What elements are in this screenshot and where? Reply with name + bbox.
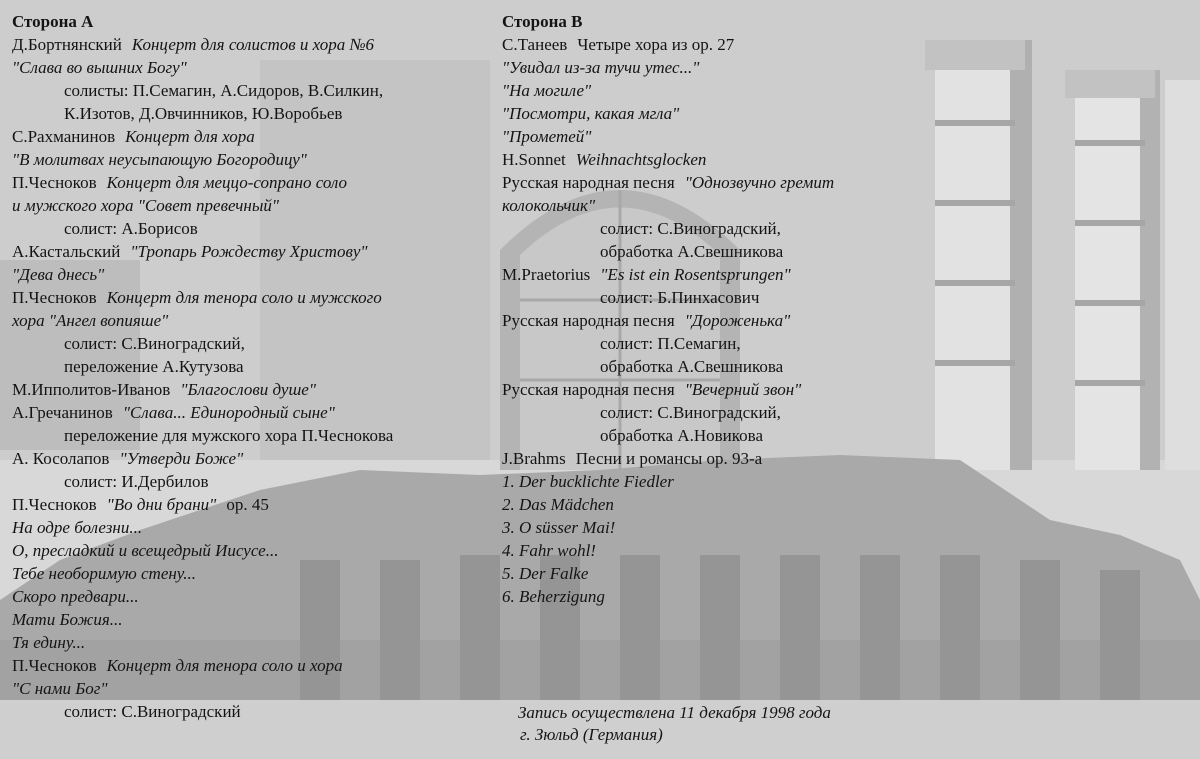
track-line — [12, 608, 490, 631]
track-credit: Русская народная песня — [502, 380, 675, 399]
track-line — [12, 33, 490, 56]
track-line — [12, 125, 490, 148]
track-line — [12, 355, 490, 378]
track-credit: А.Гречанинов — [12, 403, 113, 422]
track-line — [12, 148, 490, 171]
track-credit: солист: П.Семагин, — [600, 334, 741, 353]
track-credit: П.Чесноков — [12, 173, 97, 192]
track-line — [12, 309, 490, 332]
track-line — [502, 125, 1192, 148]
track-title: "Es ist ein Rosentsprungen" — [600, 265, 791, 284]
track-title: Концерт для тенора соло и хора — [106, 656, 343, 675]
track-title: Weihnachtsglocken — [575, 150, 707, 169]
track-title: Скоро предвари... — [12, 587, 139, 606]
track-title: О, пресладкий и всещедрый Иисусе... — [12, 541, 279, 560]
track-line — [12, 332, 490, 355]
track-credit: солист: С.Виноградский, — [600, 219, 781, 238]
track-title: "Прометей" — [502, 127, 592, 146]
track-line — [502, 562, 1192, 585]
track-line — [12, 562, 490, 585]
track-line — [12, 56, 490, 79]
track-credit: солисты: П.Семагин, А.Сидоров, В.Силкин, — [64, 81, 384, 100]
track-line — [502, 171, 1192, 194]
track-line — [12, 286, 490, 309]
track-credit: П.Чесноков — [12, 656, 97, 675]
track-line — [502, 148, 1192, 171]
track-line — [12, 677, 490, 700]
track-line — [12, 585, 490, 608]
track-title: "Слава... Единородный сыне" — [122, 403, 335, 422]
track-credit: ор. 45 — [226, 495, 269, 514]
side-heading: Сторона А — [12, 12, 94, 31]
track-line — [12, 263, 490, 286]
track-credit: С.Танеев — [502, 35, 568, 54]
track-credit: Песни и романсы ор. 93-а — [575, 449, 763, 468]
track-line — [502, 493, 1192, 516]
track-line — [502, 102, 1192, 125]
track-title: "Увидал из-за тучи утес..." — [502, 58, 700, 77]
track-credit: переложение для мужского хора П.Чеснокова — [64, 426, 394, 445]
track-line — [502, 539, 1192, 562]
track-title: "Посмотри, какая мгла" — [502, 104, 680, 123]
track-title: Концерт для хора — [125, 127, 255, 146]
track-title: Мати Божия... — [12, 610, 123, 629]
track-line — [12, 171, 490, 194]
track-line — [502, 585, 1192, 608]
track-line — [502, 332, 1192, 355]
track-credit: С.Рахманинов — [12, 127, 116, 146]
track-line — [12, 102, 490, 125]
side-heading: Сторона В — [502, 12, 583, 31]
track-line — [502, 355, 1192, 378]
track-credit: солист: И.Дербилов — [64, 472, 209, 491]
track-title: "Утверди Боже" — [119, 449, 244, 468]
track-line — [502, 263, 1192, 286]
track-title: "В молитвах неусыпающую Богородицу" — [12, 150, 307, 169]
track-credit: обработка А.Новикова — [600, 426, 764, 445]
track-title: Концерт для солистов и хора №6 — [131, 35, 375, 54]
track-credit: переложение А.Кутузова — [64, 357, 244, 376]
track-line — [12, 447, 490, 470]
track-credit: Четыре хора из ор. 27 — [577, 35, 735, 54]
track-line — [12, 378, 490, 401]
track-title: Тя едину... — [12, 633, 86, 652]
track-credit: П.Чесноков — [12, 288, 97, 307]
track-title: 2. Das Mädchen — [502, 495, 614, 514]
track-line — [12, 654, 490, 677]
track-credit: Д.Бортнянский — [12, 35, 122, 54]
track-line — [12, 240, 490, 263]
track-title: "Однозвучно гремит — [684, 173, 835, 192]
track-title: 4. Fahr wohl! — [502, 541, 596, 560]
track-credit: М.Ипполитов-Иванов — [12, 380, 171, 399]
track-credit: J.Brahms — [502, 449, 566, 468]
track-line — [12, 700, 490, 723]
track-line — [12, 424, 490, 447]
track-title: Концерт для тенора соло и мужского — [106, 288, 382, 307]
track-line — [502, 378, 1192, 401]
track-line — [12, 493, 490, 516]
track-title: хора "Ангел вопияше" — [12, 311, 169, 330]
track-title: На одре болезни... — [12, 518, 143, 537]
track-credit: солист: С.Виноградский — [64, 702, 241, 721]
track-line — [12, 79, 490, 102]
track-title: 3. O süsser Mai! — [502, 518, 616, 537]
side-a-track-list — [12, 10, 490, 723]
track-line — [502, 79, 1192, 102]
track-title: "Дороженька" — [684, 311, 791, 330]
track-line — [502, 447, 1192, 470]
track-title: "С нами Бог" — [12, 679, 108, 698]
track-line — [502, 240, 1192, 263]
track-line — [502, 424, 1192, 447]
recording-date: Запись осуществлена 11 декабря 1998 года — [518, 703, 831, 722]
track-title: "Вечерний звон" — [684, 380, 802, 399]
track-credit: А. Косолапов — [12, 449, 110, 468]
track-title: колокольчик" — [502, 196, 596, 215]
track-title: "На могиле" — [502, 81, 592, 100]
track-credit: солист: С.Виноградский, — [64, 334, 245, 353]
track-line — [12, 401, 490, 424]
track-line — [502, 309, 1192, 332]
track-credit: солист: А.Борисов — [64, 219, 198, 238]
recording-location: г. Зюльд (Германия) — [520, 725, 663, 744]
track-credit: П.Чесноков — [12, 495, 97, 514]
track-line — [12, 217, 490, 240]
track-credit: обработка А.Свешникова — [600, 242, 784, 261]
track-credit: Русская народная песня — [502, 311, 675, 330]
track-line — [502, 286, 1192, 309]
recording-note — [518, 702, 938, 746]
track-title: "Благослови душе" — [180, 380, 316, 399]
track-credit: солист: С.Виноградский, — [600, 403, 781, 422]
track-title: "Во дни брани" — [106, 495, 217, 514]
track-title: 5. Der Falke — [502, 564, 589, 583]
track-credit: M.Praetorius — [502, 265, 591, 284]
track-title: Тебе необоримую стену... — [12, 564, 197, 583]
track-line — [502, 516, 1192, 539]
track-line — [502, 33, 1192, 56]
track-title: "Слава во вышних Богу" — [12, 58, 187, 77]
track-credit: солист: Б.Пинхасович — [600, 288, 760, 307]
track-line — [12, 631, 490, 654]
track-line — [12, 194, 490, 217]
track-title: и мужского хора "Совет превечный" — [12, 196, 279, 215]
track-credit: К.Изотов, Д.Овчинников, Ю.Воробьев — [64, 104, 343, 123]
track-title: 1. Der bucklichte Fiedler — [502, 472, 674, 491]
track-line — [502, 56, 1192, 79]
track-credit: Русская народная песня — [502, 173, 675, 192]
track-line — [12, 470, 490, 493]
track-line — [502, 217, 1192, 240]
track-line — [502, 194, 1192, 217]
track-title: Концерт для меццо-сопрано соло — [106, 173, 348, 192]
track-title: "Дева днесь" — [12, 265, 105, 284]
track-line — [12, 539, 490, 562]
track-line — [502, 401, 1192, 424]
track-title: 6. Beherzigung — [502, 587, 605, 606]
track-credit: обработка А.Свешникова — [600, 357, 784, 376]
track-credit: H.Sonnet — [502, 150, 566, 169]
track-line — [12, 516, 490, 539]
track-credit: А.Кастальский — [12, 242, 121, 261]
track-line — [502, 470, 1192, 493]
track-title: "Тропарь Рождеству Христову" — [130, 242, 368, 261]
side-b-track-list — [502, 10, 1192, 608]
